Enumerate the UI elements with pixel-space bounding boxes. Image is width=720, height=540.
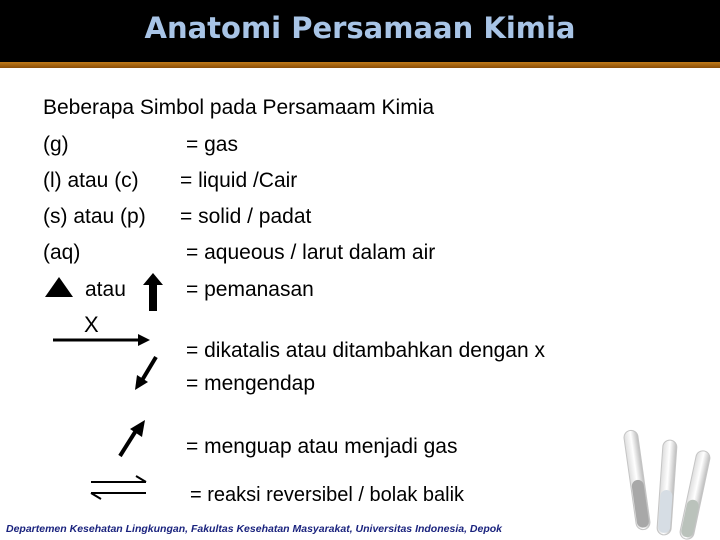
test-tubes-image <box>600 420 720 540</box>
catalyst-arrow-icon <box>52 333 152 347</box>
meaning-precipitate: = mengendap <box>186 372 316 395</box>
meaning-gas-evolved: = menguap atau menjadi gas <box>186 435 458 458</box>
precipitate-down-arrow-icon <box>131 354 161 392</box>
heat-up-arrow-icon <box>142 272 164 312</box>
meaning-gas: = gas <box>186 133 238 156</box>
meaning-solid: = solid / padat <box>180 205 312 228</box>
slide-title: Anatomi Persamaan Kimia <box>144 11 576 45</box>
reversible-arrows-icon <box>88 472 150 502</box>
heat-connector: atau <box>85 278 126 301</box>
symbol-solid: (s) atau (p) <box>43 205 146 228</box>
meaning-heat: = pemanasan <box>186 278 314 301</box>
heat-triangle-icon <box>44 276 74 298</box>
footer-text: Departemen Kesehatan Lingkungan, Fakultas Kesehatan Masyarakat, Universitas Indonesia, Depok <box>6 523 502 535</box>
symbol-gas: (g) <box>43 133 69 156</box>
meaning-reversible: = reaksi reversibel / bolak balik <box>190 484 465 506</box>
symbol-liquid: (l) atau (c) <box>43 169 139 192</box>
meaning-liquid: = liquid /Cair <box>180 169 298 192</box>
meaning-aqueous: = aqueous / larut dalam air <box>186 241 436 264</box>
gas-evolved-up-arrow-icon <box>115 417 149 459</box>
catalyst-label: X <box>84 312 99 337</box>
title-underline <box>0 62 720 68</box>
symbol-aqueous: (aq) <box>43 241 81 264</box>
meaning-catalyst: = dikatalis atau ditambahkan dengan x <box>186 339 545 362</box>
subtitle: Beberapa Simbol pada Persamaam Kimia <box>43 96 435 119</box>
